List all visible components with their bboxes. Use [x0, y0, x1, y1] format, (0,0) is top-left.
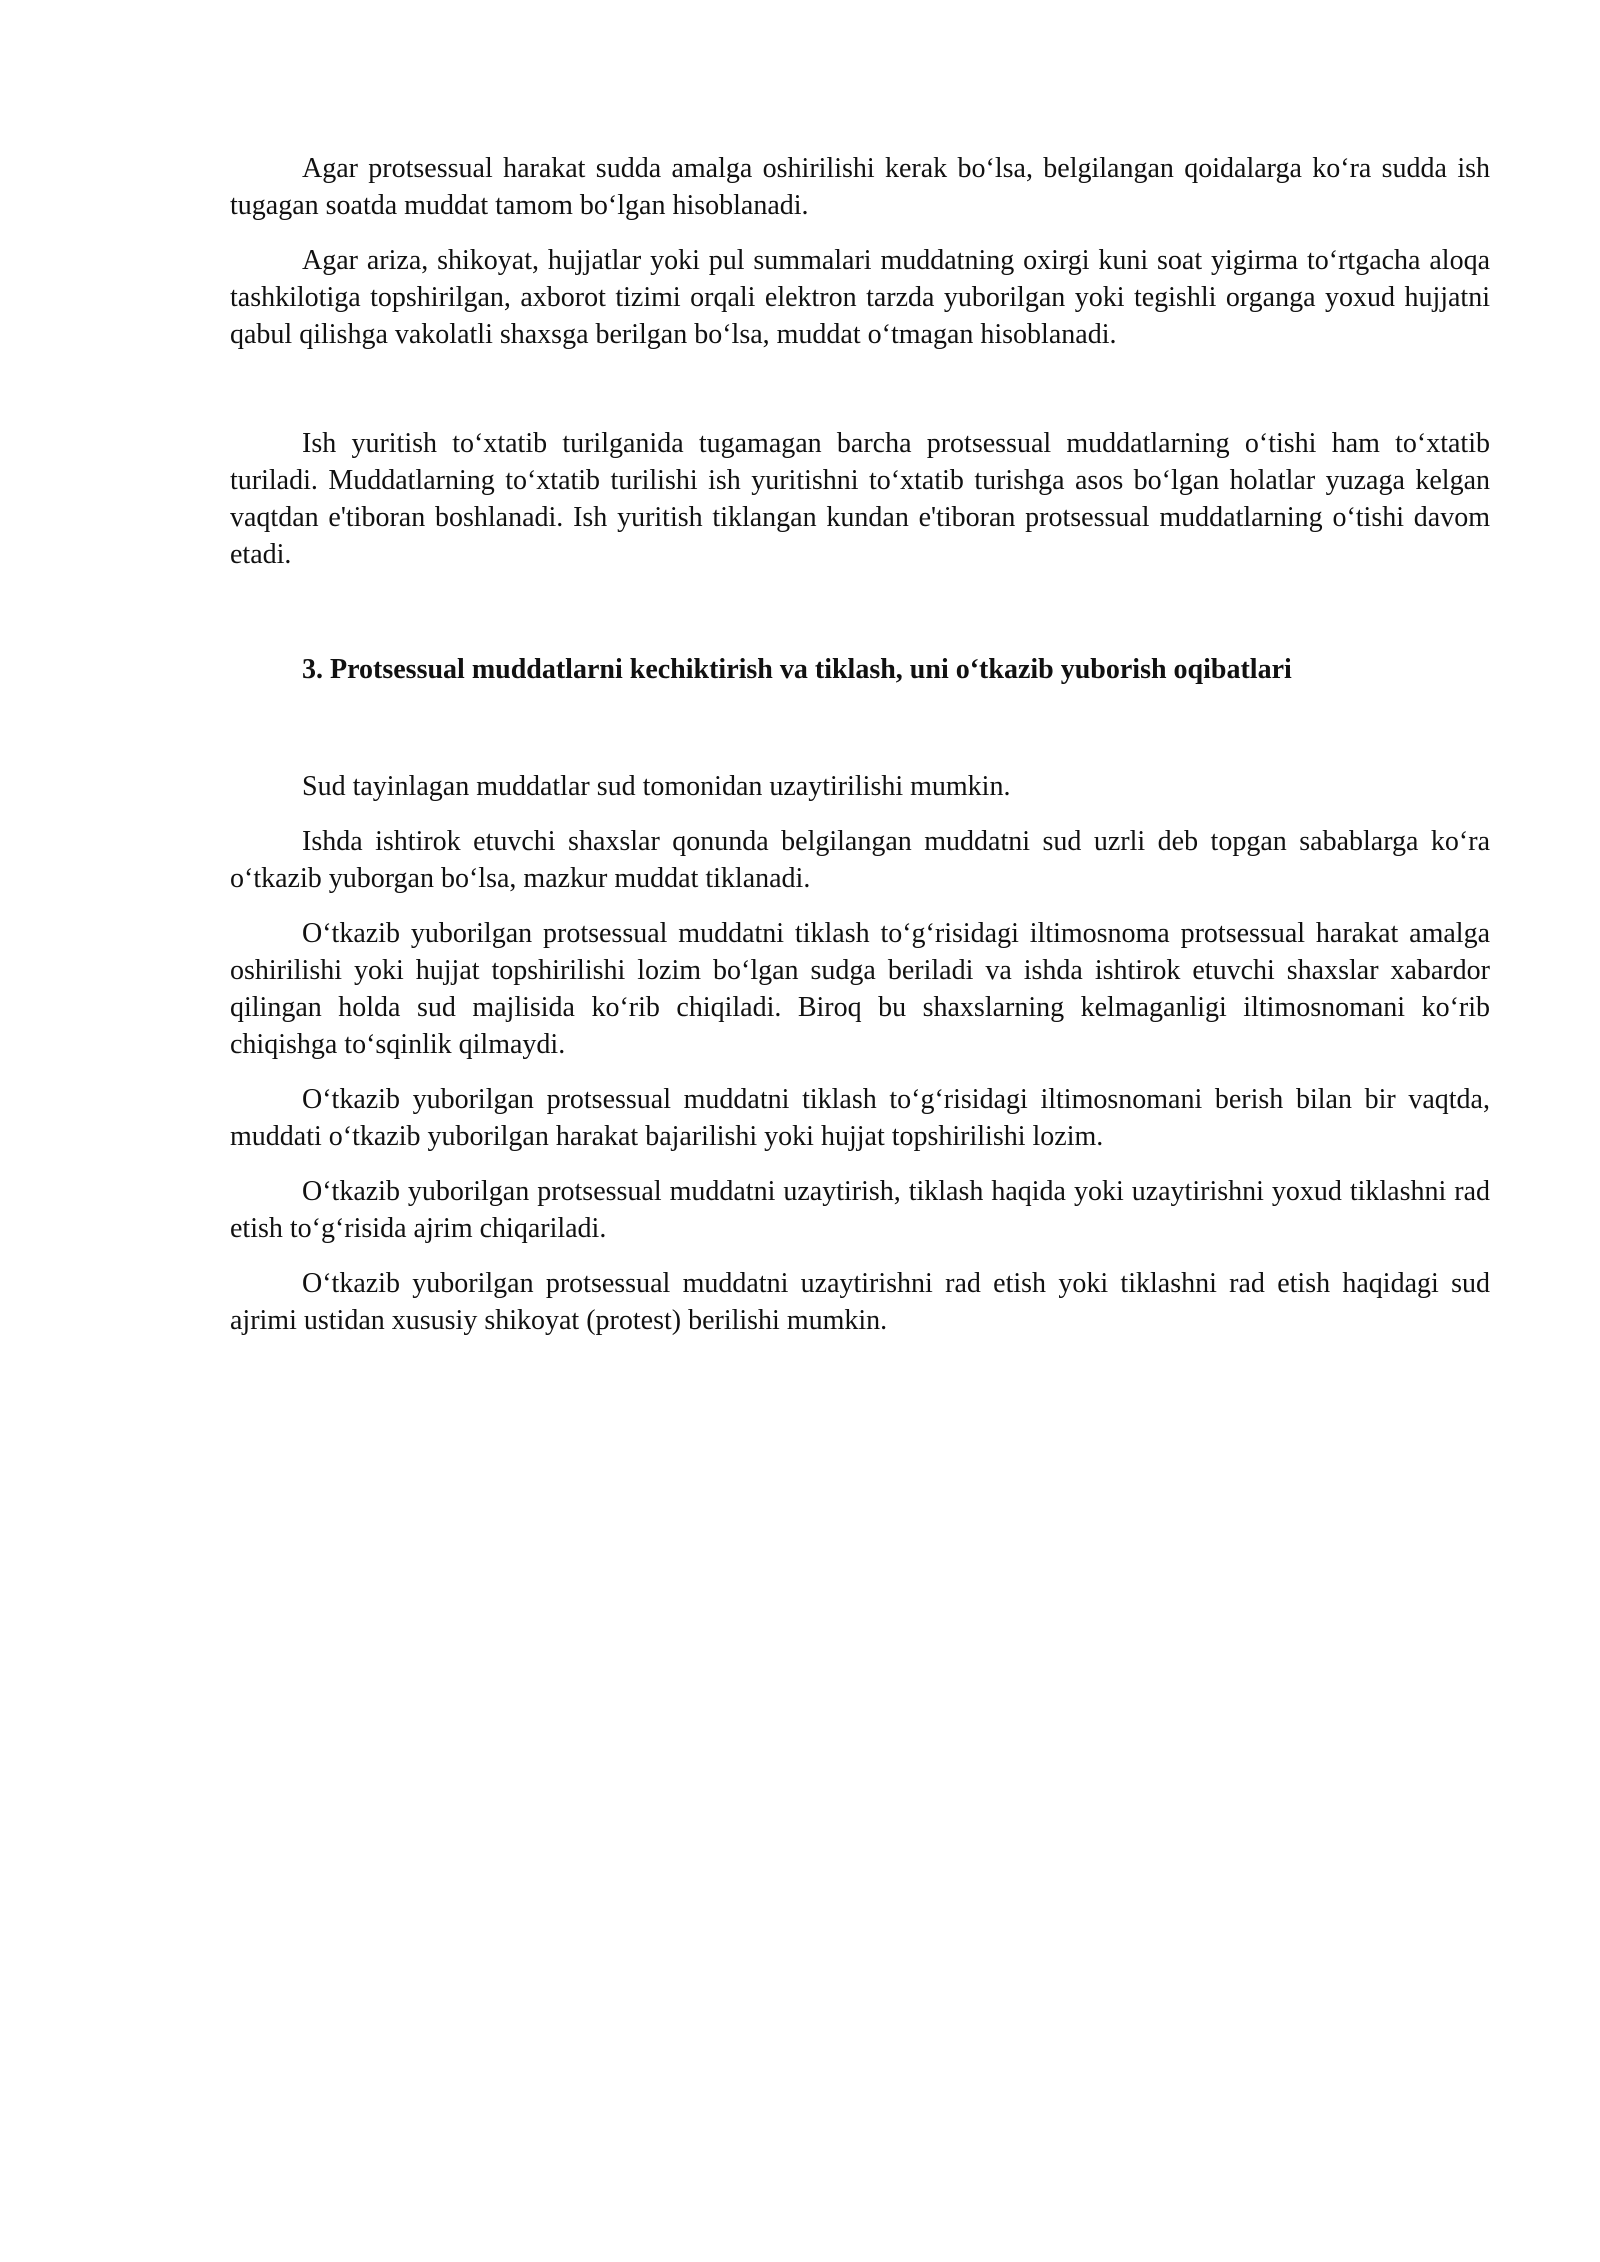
paragraph-suspension: Ish yuritish to‘xtatib turilganida tugamagan barcha protsessual muddatlarning o‘tishi ham to‘xtatib turiladi. Muddatlarning to‘xtatib turilishi ish yuritishni to‘xtatib turishga asos bo‘lgan holatlar yuzaga kelgan vaqtdan e'tiboran boshlanadi. Ish yuritish tiklangan kundan e'tiboran protsessual muddatlarning o‘tishi davom etadi.: [230, 428, 1490, 570]
paragraph-simultaneous-action: O‘tkazib yuborilgan protsessual muddatni tiklash to‘g‘risidagi iltimosnomani berish bilan bir vaqtda, muddati o‘tkazib yuborilgan harakat bajarilishi yoki hujjat topshirilishi lozim.: [230, 1084, 1490, 1152]
paragraph-deadline-midnight: Agar ariza, shikoyat, hujjatlar yoki pul summalari muddatning oxirgi kuni soat yigirma to‘rtgacha aloqa tashkilotiga topshirilgan, axborot tizimi orqali elektron tarzda yuborilgan yoki tegishli organga yoxud hujjatni qabul qilishga vakolatli shaxsga berilgan bo‘lsa, muddat o‘tmagan hisoblanadi.: [230, 245, 1490, 350]
paragraph-restoration: Ishda ishtirok etuvchi shaxslar qonunda belgilangan muddatni sud uzrli deb topgan sabablarga ko‘ra o‘tkazib yuborgan bo‘lsa, mazkur muddat tiklanadi.: [230, 826, 1490, 894]
section-heading: 3. Protsessual muddatlarni kechiktirish va tiklash, uni o‘tkazib yuborish oqibatlari: [302, 654, 1292, 685]
paragraph-court-hours: Agar protsessual harakat sudda amalga oshirilishi kerak bo‘lsa, belgilangan qoidalarga ko‘ra sudda ish tugagan soatda muddat tamom bo‘lgan hisoblanadi.: [230, 153, 1490, 221]
document-page: [230, 150, 1490, 1357]
paragraph-private-complaint: O‘tkazib yuborilgan protsessual muddatni uzaytirishni rad etish yoki tiklashni rad etish haqidagi sud ajrimi ustidan xususiy shikoyat (protest) berilishi mumkin.: [230, 1268, 1490, 1336]
paragraph-ruling: O‘tkazib yuborilgan protsessual muddatni uzaytirish, tiklash haqida yoki uzaytirishni yoxud tiklashni rad etish to‘g‘risida ajrim chiqariladi.: [230, 1176, 1490, 1244]
paragraph-petition: O‘tkazib yuborilgan protsessual muddatni tiklash to‘g‘risidagi iltimosnoma protsessual harakat amalga oshirilishi yoki hujjat topshirilishi lozim bo‘lgan sudga beriladi va ishda ishtirok etuvchi shaxslar xabardor qilingan holda sud majlisida ko‘rib chiqiladi. Biroq bu shaxslarning kelmaganligi iltimosnomani ko‘rib chiqishga to‘sqinlik qilmaydi.: [230, 918, 1490, 1060]
paragraph-extension: Sud tayinlagan muddatlar sud tomonidan uzaytirilishi mumkin.: [302, 771, 1011, 802]
